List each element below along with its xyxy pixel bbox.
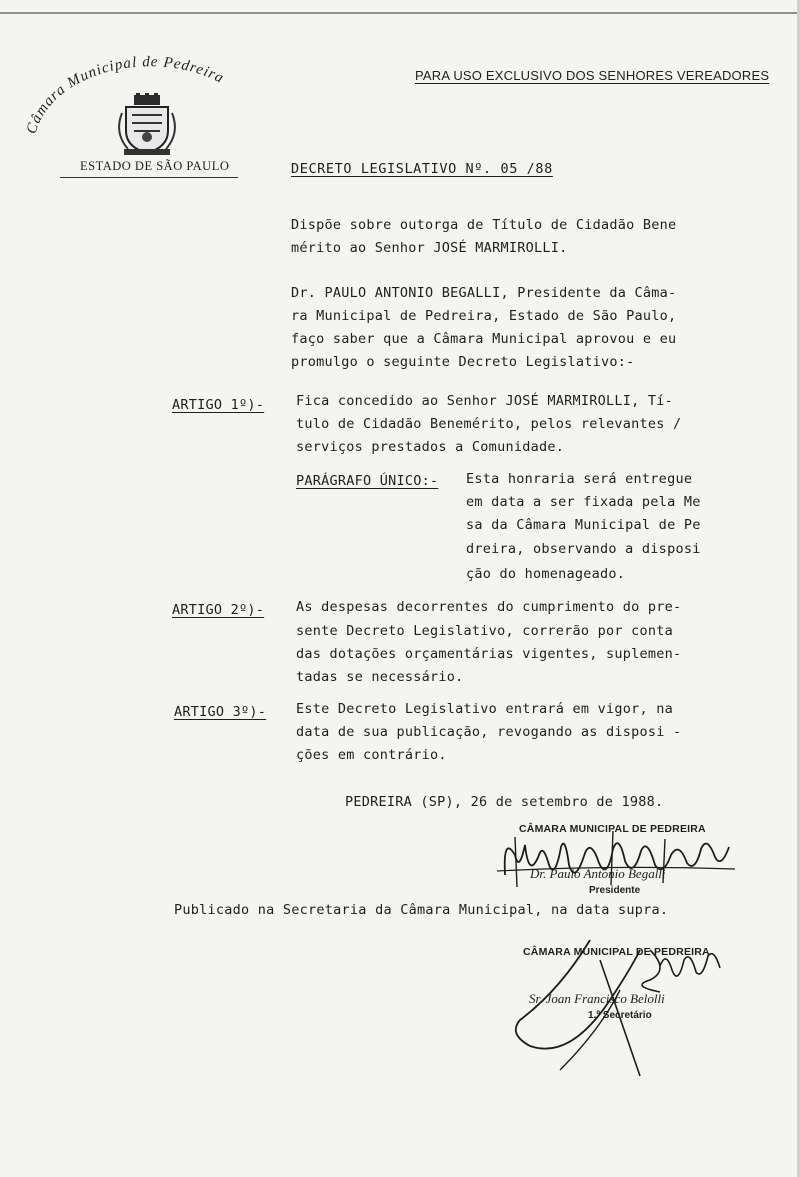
summary-line: Dispõe sobre outorga de Título de Cidadão Bene bbox=[291, 217, 677, 233]
preamble-line: faço saber que a Câmara Municipal aprovou e eu bbox=[291, 331, 677, 347]
preamble-line: promulgo o seguinte Decreto Legislativo:- bbox=[291, 354, 635, 370]
paragraph-line: ção do homenageado. bbox=[466, 566, 626, 582]
paragraph-label: PARÁGRAFO ÚNICO:- bbox=[296, 473, 439, 489]
paragraph-line: sa da Câmara Municipal de Pe bbox=[466, 517, 701, 533]
stamp-chamber: CÂMARA MUNICIPAL DE PEDREIRA bbox=[519, 823, 706, 835]
coat-of-arms-icon bbox=[112, 93, 182, 157]
state-underline bbox=[60, 177, 238, 178]
president-name: Dr. Paulo Antonio Begalli bbox=[530, 866, 666, 881]
president-role: Presidente bbox=[589, 885, 641, 896]
article-line: sente Decreto Legislativo, correrão por conta bbox=[296, 623, 673, 639]
summary-line: mérito ao Senhor JOSÉ MARMIROLLI. bbox=[291, 240, 568, 256]
stamp-chamber: CÂMARA MUNICIPAL DE PEDREIRA bbox=[523, 946, 710, 958]
preamble-line: Dr. PAULO ANTONIO BEGALLI, Presidente da Câma- bbox=[291, 285, 677, 301]
article-line: Fica concedido ao Senhor JOSÉ MARMIROLLI, Tí- bbox=[296, 393, 673, 409]
state-label: ESTADO DE SÃO PAULO bbox=[80, 159, 230, 173]
paragraph-line: dreira, observando a disposi bbox=[466, 541, 701, 557]
article-line: ções em contrário. bbox=[296, 747, 447, 763]
exclusive-use-note: PARA USO EXCLUSIVO DOS SENHORES VEREADORES bbox=[415, 68, 770, 83]
top-edge-line bbox=[0, 12, 800, 14]
article-line: tulo de Cidadão Benemérito, pelos relevantes / bbox=[296, 416, 682, 432]
secretary-role: 1.º Secretário bbox=[588, 1010, 652, 1021]
article-line: tadas se necessário. bbox=[296, 669, 464, 685]
preamble-line: ra Municipal de Pedreira, Estado de São Paulo, bbox=[291, 308, 677, 324]
svg-text:Câmara Municipal de Pedreira: Câmara Municipal de Pedreira bbox=[23, 55, 227, 136]
publication-note: Publicado na Secretaria da Câmara Municipal, na data supra. bbox=[174, 902, 669, 918]
article-line: data de sua publicação, revogando as disposi - bbox=[296, 724, 682, 740]
article-label: ARTIGO 2º)- bbox=[172, 602, 265, 618]
letterhead bbox=[20, 55, 270, 185]
article-line: das dotações orçamentárias vigentes, suplemen- bbox=[296, 646, 682, 662]
decree-title: DECRETO LEGISLATIVO Nº. 05 /88 bbox=[291, 161, 553, 177]
article-label: ARTIGO 3º)- bbox=[174, 704, 267, 720]
article-line: Este Decreto Legislativo entrará em vigor, na bbox=[296, 701, 673, 717]
article-line: As despesas decorrentes do cumprimento do pre- bbox=[296, 599, 682, 615]
article-line: serviços prestados a Comunidade. bbox=[296, 439, 565, 455]
secretary-name: Sr. Joan Francisco Belolli bbox=[529, 991, 665, 1006]
place-date: PEDREIRA (SP), 26 de setembro de 1988. bbox=[345, 794, 664, 810]
paragraph-line: em data a ser fixada pela Me bbox=[466, 494, 701, 510]
article-label: ARTIGO 1º)- bbox=[172, 397, 265, 413]
paragraph-line: Esta honraria será entregue bbox=[466, 471, 693, 487]
